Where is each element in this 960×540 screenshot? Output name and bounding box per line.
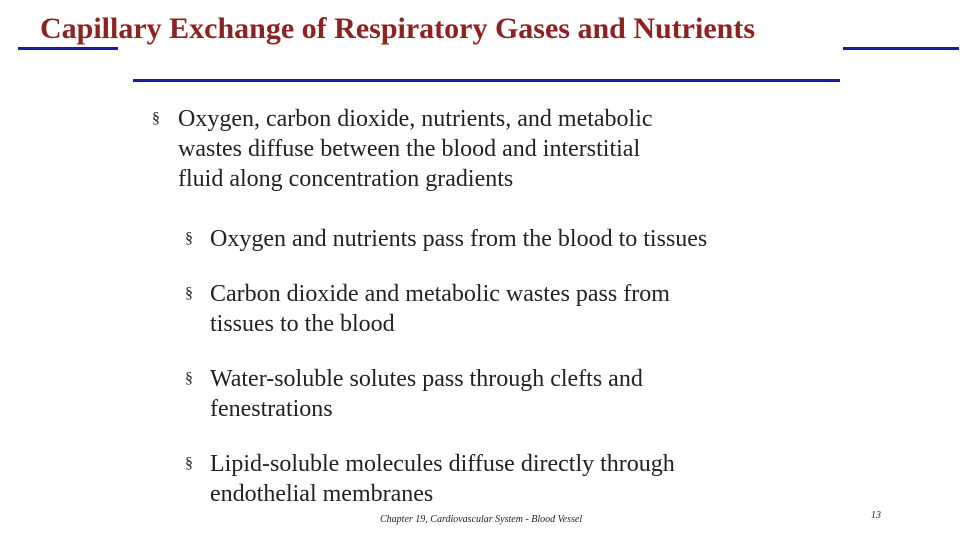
sub-bullet-line: fenestrations — [210, 396, 333, 422]
main-bullet-line: wastes diffuse between the blood and interstitial — [178, 136, 641, 162]
bullet-marker: § — [185, 285, 193, 302]
slide-footer: Chapter 19, Cardiovascular System - Blood Vessel — [380, 514, 583, 525]
sub-bullet-line: Oxygen and nutrients pass from the blood to tissues — [210, 226, 708, 252]
main-bullet-line: fluid along concentration gradients — [178, 166, 514, 192]
bullet-marker: § — [185, 230, 193, 247]
page-number: 13 — [871, 510, 881, 521]
sub-bullet-lipid-soluble — [185, 449, 850, 509]
sub-bullet-line: endothelial membranes — [210, 481, 434, 507]
main-bullet — [152, 104, 818, 194]
bullet-marker: § — [152, 110, 160, 127]
sub-bullet-oxygen — [185, 224, 850, 254]
sub-bullet-line: Water-soluble solutes pass through clefts and — [210, 366, 643, 392]
title-underline-right — [843, 47, 959, 50]
title-underline-left — [18, 47, 118, 50]
sub-bullet-line: Lipid-soluble molecules diffuse directly through — [210, 451, 675, 477]
sub-bullet-line: Carbon dioxide and metabolic wastes pass from — [210, 281, 670, 307]
sub-bullet-line: tissues to the blood — [210, 311, 395, 337]
slide-title: Capillary Exchange of Respiratory Gases and Nutrients — [40, 12, 755, 45]
bullet-marker: § — [185, 370, 193, 387]
title-divider — [133, 79, 840, 82]
main-bullet-line: Oxygen, carbon dioxide, nutrients, and metabolic — [178, 106, 653, 132]
sub-bullet-water-soluble — [185, 364, 850, 424]
sub-bullet-carbon-dioxide — [185, 279, 850, 339]
bullet-marker: § — [185, 455, 193, 472]
